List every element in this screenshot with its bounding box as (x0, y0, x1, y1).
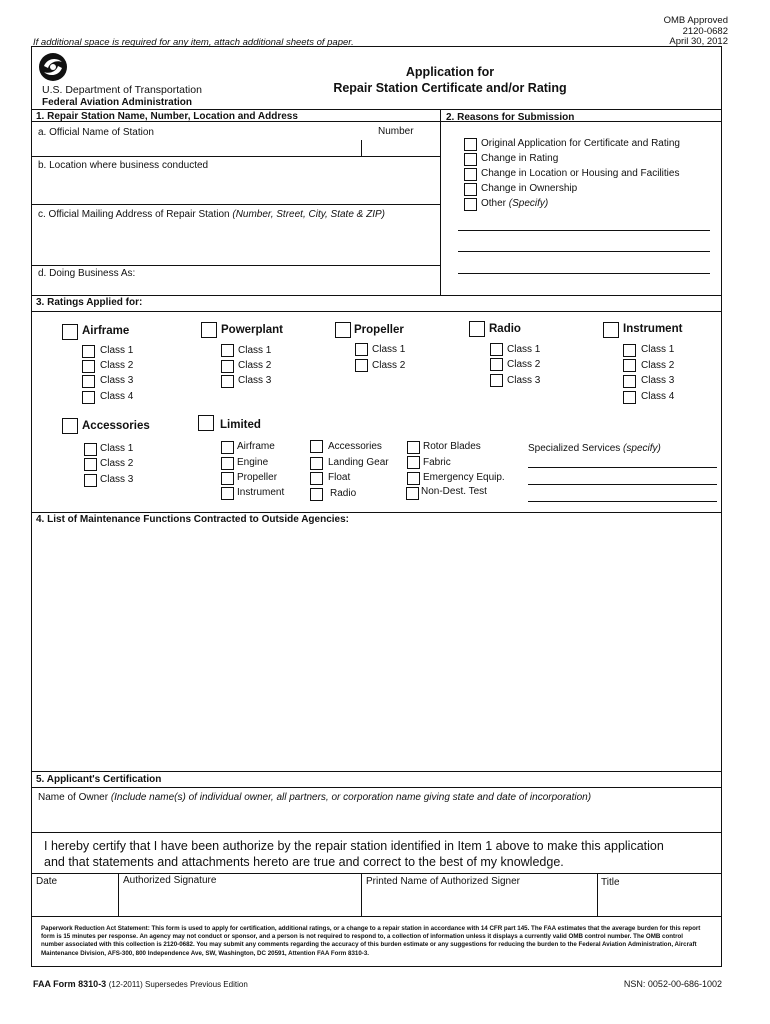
accessories-class3-checkbox[interactable] (84, 474, 97, 487)
radio-class2-checkbox[interactable] (490, 358, 503, 371)
printed-name-label: Printed Name of Authorized Signer (366, 876, 520, 887)
limited-engine-checkbox[interactable] (221, 457, 234, 470)
omb-line1: OMB Approved (663, 15, 728, 26)
limited-non-dest-test-checkbox[interactable] (406, 487, 419, 500)
certification-line2: and that statements and attachments hereto are true and correct to the best of my knowledge. (44, 855, 564, 869)
instrument-class3-checkbox[interactable] (623, 375, 636, 388)
radio-label: Radio (489, 323, 521, 335)
mailing-address-text: c. Official Mailing Address of Repair Station (38, 209, 230, 220)
airframe-class2-checkbox[interactable] (82, 360, 95, 373)
title-line1: Application for (405, 65, 495, 79)
rule (31, 771, 722, 772)
limited-radio-checkbox[interactable] (310, 488, 323, 501)
title-field[interactable] (600, 889, 720, 914)
title-line2: Repair Station Certificate and/or Rating (333, 81, 567, 95)
airframe-class1-label: Class 1 (100, 345, 134, 356)
limited-accessories-label: Accessories (328, 441, 382, 452)
accessories-class2-label: Class 2 (100, 458, 134, 469)
other-specify-line[interactable] (458, 273, 710, 274)
limited-float-label: Float (328, 472, 351, 483)
form-id: FAA Form 8310-3 (33, 979, 107, 989)
specialized-services-text: Specialized Services (528, 443, 621, 454)
limited-fabric-checkbox[interactable] (407, 456, 420, 469)
limited-label: Limited (220, 419, 261, 431)
reason-change-rating-label: Change in Rating (481, 153, 559, 164)
limited-fabric-label: Fabric (423, 457, 451, 468)
limited-landing-gear-checkbox[interactable] (310, 457, 323, 470)
rule (31, 787, 722, 788)
reason-change-rating-checkbox[interactable] (464, 153, 477, 166)
mailing-address-label (38, 209, 385, 220)
top-note: If additional space is required for any item, attach additional sheets of paper. (33, 37, 354, 48)
airframe-class4-checkbox[interactable] (82, 391, 95, 404)
station-number-field[interactable] (364, 138, 438, 154)
airframe-class3-label: Class 3 (100, 375, 134, 386)
reason-other-checkbox[interactable] (464, 198, 477, 211)
mailing-address-field[interactable] (34, 222, 438, 262)
rule (31, 512, 722, 513)
signature-field[interactable] (121, 889, 359, 914)
limited-accessories-checkbox[interactable] (310, 440, 323, 453)
reason-change-ownership-checkbox[interactable] (464, 183, 477, 196)
rule (361, 140, 362, 156)
specialized-services-hint: (specify) (623, 443, 661, 454)
rule (597, 873, 598, 916)
other-specify-line[interactable] (458, 230, 710, 231)
rule (31, 295, 722, 296)
nsn-number: NSN: 0052-00-686-1002 (623, 979, 722, 989)
omb-block (664, 16, 728, 48)
date-label: Date (36, 876, 58, 887)
omb-expiration: April 30, 2012 (669, 36, 728, 47)
mailing-address-hint: (Number, Street, City, State & ZIP) (232, 209, 385, 220)
airframe-checkbox[interactable] (62, 324, 78, 340)
accessories-class2-checkbox[interactable] (84, 458, 97, 471)
radio-class1-checkbox[interactable] (490, 343, 503, 356)
paperwork-line4: Maintenance Division, AFS-300, 800 Independence Ave, SW, Washington, DC 20591, Attention FAA Form 8310-3. (41, 949, 370, 957)
instrument-class4-label: Class 4 (641, 391, 675, 402)
rule (31, 156, 440, 157)
limited-instrument-checkbox[interactable] (221, 487, 234, 500)
radio-class3-checkbox[interactable] (490, 374, 503, 387)
location-field[interactable] (34, 172, 438, 202)
airframe-class2-label: Class 2 (100, 360, 134, 371)
title-label: Title (601, 877, 620, 888)
accessories-class3-label: Class 3 (100, 474, 134, 485)
section4-heading: 4. List of Maintenance Functions Contracted to Outside Agencies: (36, 514, 349, 525)
rule (31, 873, 722, 874)
propeller-checkbox[interactable] (335, 322, 351, 338)
radio-checkbox[interactable] (469, 321, 485, 337)
accessories-class1-checkbox[interactable] (84, 443, 97, 456)
printed-name-field[interactable] (364, 889, 595, 914)
instrument-class1-checkbox[interactable] (623, 344, 636, 357)
rule (31, 832, 722, 833)
rule (361, 873, 362, 916)
limited-instrument-label: Instrument (237, 487, 285, 498)
propeller-label: Propeller (354, 324, 404, 336)
limited-rotor-blades-label: Rotor Blades (423, 441, 481, 452)
omb-number: 2120-0682 (682, 25, 728, 37)
other-specify-line[interactable] (458, 251, 710, 252)
limited-airframe-label: Airframe (237, 441, 275, 452)
owner-label-hint: (Include name(s) of individual owner, all partners, or corporation name giving state and date of incorporation) (110, 792, 592, 803)
rule (31, 109, 722, 110)
radio-class1-label: Class 1 (507, 344, 541, 355)
reason-change-location-label: Change in Location or Housing and Facilities (481, 168, 680, 179)
paperwork-line2: form is 15 minutes per response. An agency may not conduct or sponsor, and a person is not required to respond to, a collection of information unless it displays a currently valid OMB control number. The OMB control (41, 933, 683, 941)
maintenance-functions-field[interactable] (34, 530, 719, 768)
propeller-class1-label: Class 1 (372, 344, 406, 355)
date-field[interactable] (34, 889, 116, 914)
powerplant-label: Powerplant (221, 324, 283, 336)
powerplant-class1-checkbox[interactable] (221, 344, 234, 357)
rule (118, 873, 119, 916)
limited-rotor-blades-checkbox[interactable] (407, 441, 420, 454)
radio-class2-label: Class 2 (507, 359, 541, 370)
limited-checkbox[interactable] (198, 415, 214, 431)
section1-heading: 1. Repair Station Name, Number, Location and Address (36, 111, 298, 122)
owner-label-text: Name of Owner (38, 792, 109, 803)
dba-field[interactable] (150, 266, 438, 294)
instrument-class3-label: Class 3 (641, 375, 675, 386)
airframe-class4-label: Class 4 (100, 391, 134, 402)
form-number (33, 979, 248, 989)
instrument-label: Instrument (623, 323, 683, 335)
limited-engine-label: Engine (237, 457, 269, 468)
reason-change-ownership-label: Change in Ownership (481, 183, 578, 194)
powerplant-class3-label: Class 3 (238, 375, 272, 386)
limited-propeller-label: Propeller (237, 472, 278, 483)
form-revision: (12-2011) Supersedes Previous Edition (108, 980, 248, 989)
instrument-checkbox[interactable] (603, 322, 619, 338)
powerplant-class2-label: Class 2 (238, 360, 272, 371)
accessories-class1-label: Class 1 (100, 443, 134, 454)
dba-label: d. Doing Business As: (38, 268, 136, 279)
limited-landing-gear-label: Landing Gear (328, 457, 389, 468)
signature-label: Authorized Signature (123, 875, 217, 886)
propeller-class2-label: Class 2 (372, 360, 406, 371)
station-name-field[interactable] (34, 138, 359, 154)
section3-heading: 3. Ratings Applied for: (36, 297, 143, 308)
station-number-label: Number (378, 126, 414, 137)
owner-name-field[interactable] (34, 805, 719, 830)
page-title (300, 64, 600, 96)
paperwork-line3: number associated with this collection is 2120-0682. You may submit any comments regarding the accuracy of this burden estimate or any suggestions for reducing the burden to the Federal Aviation Administration, Aircraft (41, 941, 697, 949)
paperwork-line1: Paperwork Reduction Act Statement: This form is used to apply for certification, additional ratings, or a change to a repair station in accordance with 14 CFR part 145. The FAA estimates that the average burden for this report (41, 925, 701, 932)
reason-change-location-checkbox[interactable] (464, 168, 477, 181)
instrument-class1-label: Class 1 (641, 344, 675, 355)
radio-class3-label: Class 3 (507, 375, 541, 386)
powerplant-class3-checkbox[interactable] (221, 375, 234, 388)
powerplant-class1-label: Class 1 (238, 345, 272, 356)
certification-line1: I hereby certify that I have been authorize by the repair station identified in Item 1 above to make this application (44, 839, 664, 853)
paperwork-statement (41, 925, 717, 958)
reason-original-label: Original Application for Certificate and Rating (481, 138, 680, 149)
airframe-class3-checkbox[interactable] (82, 375, 95, 388)
instrument-class2-label: Class 2 (641, 360, 675, 371)
certification-statement (44, 838, 664, 870)
dept-name: U.S. Department of Transportation (42, 84, 202, 96)
propeller-class1-checkbox[interactable] (355, 343, 368, 356)
specialized-services-line[interactable] (528, 484, 717, 485)
location-label: b. Location where business conducted (38, 160, 209, 171)
reason-other-text: Other (481, 198, 507, 209)
station-name-label: a. Official Name of Station (38, 127, 154, 138)
faa-name: Federal Aviation Administration (42, 97, 193, 108)
reason-original-checkbox[interactable] (464, 138, 477, 151)
reason-other-hint: (Specify) (508, 198, 549, 209)
rule (31, 311, 722, 312)
airframe-label: Airframe (82, 325, 130, 337)
reason-other-label (481, 198, 548, 209)
airframe-class1-checkbox[interactable] (82, 345, 95, 358)
section2-heading: 2. Reasons for Submission (446, 112, 575, 123)
limited-airframe-checkbox[interactable] (221, 441, 234, 454)
propeller-class2-checkbox[interactable] (355, 359, 368, 372)
limited-non-dest-test-label: Non-Dest. Test (421, 486, 487, 497)
rule (31, 916, 722, 917)
limited-propeller-checkbox[interactable] (221, 472, 234, 485)
rule (440, 109, 441, 295)
specialized-services-line[interactable] (528, 467, 717, 468)
rule (31, 204, 440, 205)
specialized-services-line[interactable] (528, 501, 717, 502)
specialized-services-label (528, 443, 661, 454)
limited-emergency-equip-label: Emergency Equip. (423, 472, 505, 483)
accessories-checkbox[interactable] (62, 418, 78, 434)
limited-float-checkbox[interactable] (310, 472, 323, 485)
accessories-label: Accessories (82, 420, 150, 432)
owner-label (38, 792, 591, 803)
powerplant-class2-checkbox[interactable] (221, 360, 234, 373)
limited-radio-label: Radio (330, 488, 357, 499)
section5-heading: 5. Applicant's Certification (36, 774, 162, 785)
instrument-class4-checkbox[interactable] (623, 391, 636, 404)
powerplant-checkbox[interactable] (201, 322, 217, 338)
instrument-class2-checkbox[interactable] (623, 359, 636, 372)
limited-emergency-equip-checkbox[interactable] (407, 472, 420, 485)
dot-logo-icon (38, 52, 68, 82)
